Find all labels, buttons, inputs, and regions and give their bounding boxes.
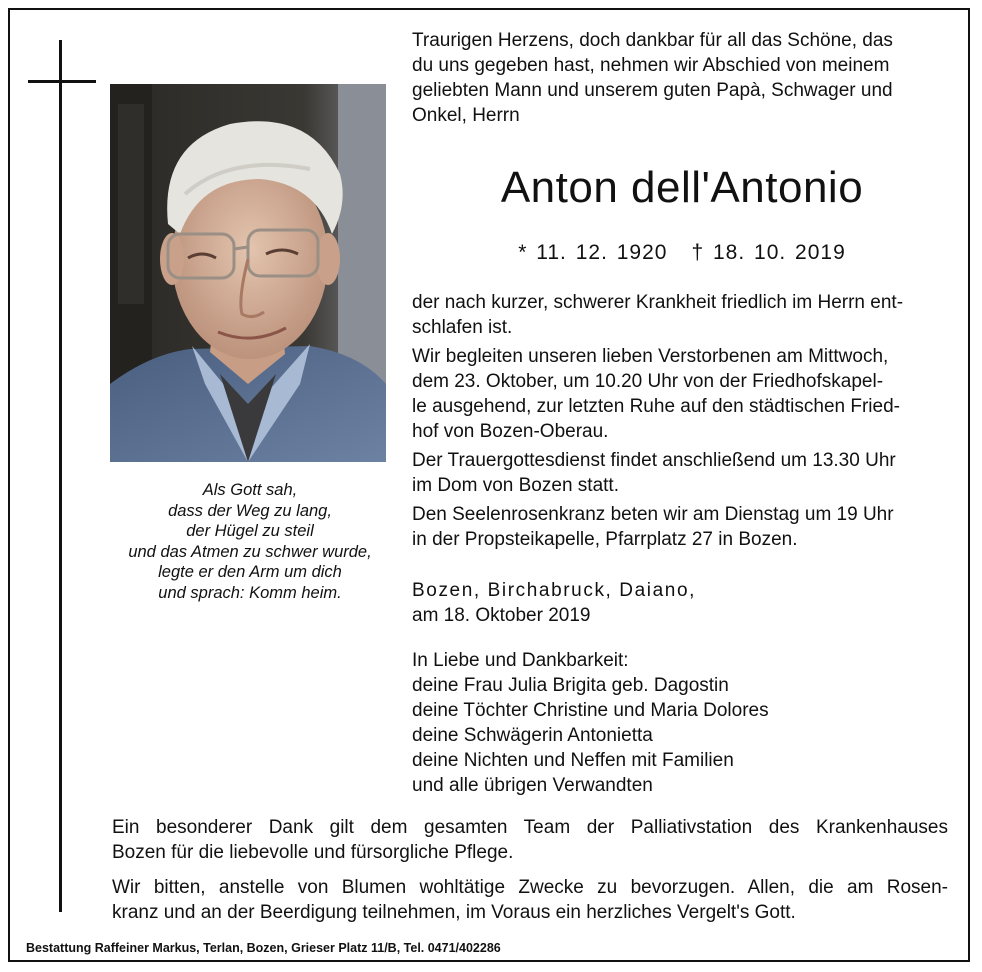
date-line: am 18. Oktober 2019: [412, 605, 591, 626]
paragraph: [412, 448, 952, 498]
mourner-line: deine Nichten und Neffen mit Familien: [412, 750, 734, 771]
intro-text: [412, 28, 952, 128]
cross-icon: [59, 40, 62, 912]
death-date: † 18. 10. 2019: [691, 241, 846, 264]
paragraph-line: Der Trauergottesdienst findet anschließend um 13.30 Uhr: [412, 450, 896, 471]
mourner-line: deine Frau Julia Brigita geb. Dagostin: [412, 675, 729, 696]
thanks-line: Ein besonderer Dank gilt dem gesamten Team der Palliativstation des Krankenhauses: [112, 817, 948, 838]
verse-line: legte er den Arm um dich: [158, 563, 342, 581]
verse-line: und das Atmen zu schwer wurde,: [128, 542, 372, 561]
mourners-heading: In Liebe und Dankbarkeit:: [412, 650, 629, 671]
place-date: [412, 578, 952, 628]
paragraph: [412, 290, 952, 340]
verse-line: und sprach: Komm heim.: [158, 583, 342, 602]
mourner-line: deine Schwägerin Antonietta: [412, 725, 653, 746]
verse-line: Als Gott sah,: [202, 481, 298, 499]
paragraph-line: Den Seelenrosenkranz beten wir am Dienstag um 19 Uhr: [412, 504, 894, 525]
verse-line: der Hügel zu steil: [186, 522, 314, 540]
cross-icon-bar: [28, 80, 96, 83]
paragraph-line: hof von Bozen-Oberau.: [412, 421, 609, 442]
mourner-line: deine Töchter Christine und Maria Dolores: [412, 700, 769, 721]
mourner-line: und alle übrigen Verwandten: [412, 775, 653, 796]
paragraph-line: in der Propsteikapelle, Pfarrplatz 27 in Bozen.: [412, 529, 798, 550]
paragraph-line: Wir begleiten unseren lieben Verstorbenen am Mittwoch,: [412, 346, 889, 367]
paragraph: [412, 344, 952, 444]
mourners-list: [412, 648, 952, 798]
paragraph-line: der nach kurzer, schwerer Krankheit friedlich im Herrn ent-: [412, 292, 904, 313]
donation-line: kranz und an der Beerdigung teilnehmen, im Voraus ein herzliches Vergelt's Gott.: [112, 902, 796, 923]
donation-request: [112, 875, 948, 925]
verse-line: dass der Weg zu lang,: [168, 501, 332, 520]
birth-date: * 11. 12. 1920: [518, 241, 668, 264]
paragraph-line: dem 23. Oktober, um 10.20 Uhr von der Friedhofskapel-: [412, 371, 884, 392]
deceased-name: Anton dell'Antonio: [500, 163, 864, 212]
memorial-verse: [100, 480, 400, 603]
thanks-line: Bozen für die liebevolle und fürsorgliche Pflege.: [112, 842, 514, 863]
place-line: Bozen, Birchabruck, Daiano,: [412, 580, 696, 601]
announcement-body: [412, 290, 952, 552]
paragraph-line: le ausgehend, zur letzten Ruhe auf den städtischen Fried-: [412, 396, 900, 417]
donation-line: Wir bitten, anstelle von Blumen wohltätige Zwecke zu bevorzugen. Allen, die am Rosen-: [112, 877, 948, 898]
paragraph-line: schlafen ist.: [412, 317, 513, 338]
thanks-paragraph: [112, 815, 948, 865]
intro-line: geliebten Mann und unserem guten Papà, Schwager und: [412, 80, 893, 101]
intro-line: Traurigen Herzens, doch dankbar für all das Schöne, das: [412, 30, 893, 51]
intro-line: Onkel, Herrn: [412, 105, 520, 126]
portrait-photo: [110, 84, 386, 462]
funeral-home-footer: Bestattung Raffeiner Markus, Terlan, Bozen, Grieser Platz 11/B, Tel. 0471/402286: [26, 941, 501, 955]
life-dates: [412, 240, 952, 266]
intro-line: du uns gegeben hast, nehmen wir Abschied von meinem: [412, 55, 890, 76]
paragraph: [412, 502, 952, 552]
paragraph-line: im Dom von Bozen statt.: [412, 475, 619, 496]
